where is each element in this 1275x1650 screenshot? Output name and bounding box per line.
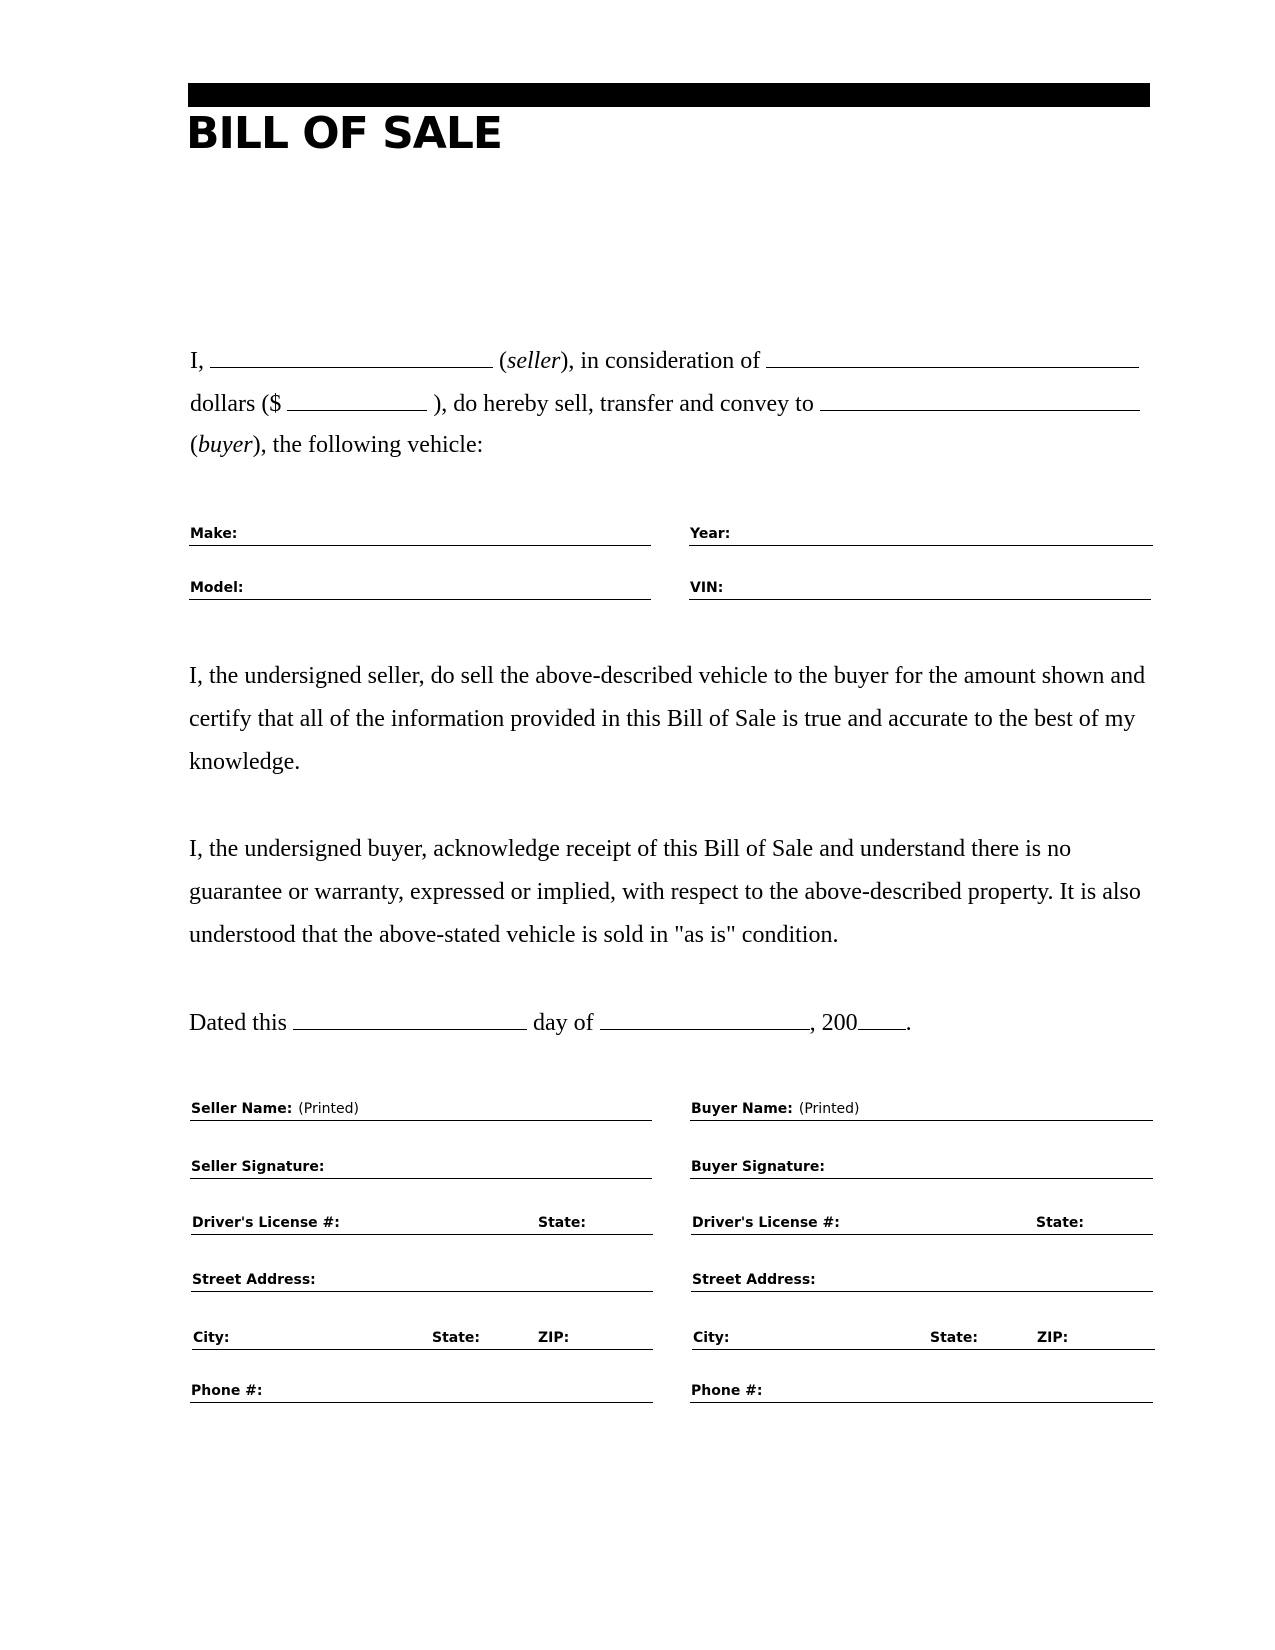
year-label: Year: bbox=[690, 526, 731, 542]
dated-text: Dated this bbox=[189, 1010, 287, 1036]
buyer-city-label: City: bbox=[693, 1330, 730, 1346]
amount-number-blank[interactable] bbox=[287, 388, 427, 411]
buyer-signature-label: Buyer Signature: bbox=[691, 1159, 826, 1175]
make-field[interactable] bbox=[189, 521, 651, 546]
year-field[interactable] bbox=[689, 521, 1153, 546]
buyer-street-label: Street Address: bbox=[692, 1272, 816, 1288]
dated-text: day of bbox=[532, 1010, 594, 1036]
buyer-license-state-label: State: bbox=[1036, 1215, 1085, 1231]
buyer-zip-label: ZIP: bbox=[1037, 1330, 1069, 1346]
buyer-city-state-label: State: bbox=[930, 1330, 979, 1346]
seller-license-state-label: State: bbox=[538, 1215, 587, 1231]
seller-name-blank[interactable] bbox=[210, 345, 493, 368]
intro-line-2 bbox=[190, 388, 1140, 418]
seller-city-field[interactable] bbox=[192, 1325, 653, 1350]
buyer-statement: I, the undersigned buyer, acknowledge receipt of this Bill of Sale and understand there is no guarantee or warranty, expressed or implied, with respect to the above-described property. It is also understood that the above-stated vehicle is sold in "as is" condition. bbox=[189, 836, 1141, 948]
dated-text: . bbox=[905, 1010, 912, 1036]
seller-term: seller bbox=[507, 348, 561, 374]
amount-words-blank[interactable] bbox=[766, 345, 1139, 368]
year-blank[interactable] bbox=[858, 1007, 906, 1030]
intro-text: dollars ($ bbox=[190, 391, 282, 417]
seller-street-field[interactable] bbox=[191, 1267, 653, 1292]
vin-field[interactable] bbox=[689, 575, 1151, 600]
intro-text: (buyer), the following vehicle: bbox=[190, 432, 484, 458]
buyer-phone-field[interactable] bbox=[690, 1378, 1153, 1403]
dated-text: , 200 bbox=[809, 1010, 858, 1036]
buyer-license-label: Driver's License #: bbox=[692, 1215, 840, 1231]
intro-line-3 bbox=[190, 432, 483, 459]
buyer-street-field[interactable] bbox=[691, 1267, 1153, 1292]
title-bar bbox=[188, 83, 1150, 107]
intro-line-1 bbox=[190, 345, 1139, 375]
intro-text: ), the following vehicle: bbox=[252, 432, 484, 458]
model-field[interactable] bbox=[189, 575, 651, 600]
document-title: BILL OF SALE bbox=[186, 108, 502, 159]
seller-city-state-label: State: bbox=[432, 1330, 481, 1346]
seller-license-field[interactable] bbox=[191, 1210, 653, 1235]
intro-text: I, bbox=[190, 348, 204, 374]
seller-phone-label: Phone #: bbox=[191, 1383, 263, 1399]
buyer-signature-field[interactable] bbox=[690, 1154, 1153, 1179]
intro-text: ), do hereby sell, transfer and convey to bbox=[433, 391, 814, 417]
seller-name-text: Seller Name: bbox=[191, 1101, 293, 1117]
seller-name-label bbox=[191, 1101, 359, 1117]
intro-text: ), in consideration of bbox=[560, 348, 761, 374]
seller-statement: I, the undersigned seller, do sell the above-described vehicle to the buyer for the amount shown and certify that all of the information provided in this Bill of Sale is true and accurate to the best of my knowledge. bbox=[189, 663, 1146, 775]
seller-signature-label: Seller Signature: bbox=[191, 1159, 325, 1175]
seller-name-field[interactable] bbox=[190, 1096, 652, 1121]
seller-phone-field[interactable] bbox=[190, 1378, 653, 1403]
seller-printed-note: (Printed) bbox=[298, 1101, 359, 1117]
buyer-name-label bbox=[691, 1101, 860, 1117]
seller-street-label: Street Address: bbox=[192, 1272, 316, 1288]
buyer-city-field[interactable] bbox=[692, 1325, 1155, 1350]
buyer-printed-note: (Printed) bbox=[798, 1101, 860, 1117]
buyer-phone-label: Phone #: bbox=[691, 1383, 763, 1399]
intro-text: (seller), in consideration of bbox=[499, 348, 761, 374]
buyer-name-field[interactable] bbox=[690, 1096, 1153, 1121]
day-blank[interactable] bbox=[293, 1007, 527, 1030]
seller-zip-label: ZIP: bbox=[538, 1330, 570, 1346]
seller-license-label: Driver's License #: bbox=[192, 1215, 340, 1231]
seller-signature-field[interactable] bbox=[190, 1154, 652, 1179]
make-label: Make: bbox=[190, 526, 238, 542]
buyer-name-blank[interactable] bbox=[820, 388, 1140, 411]
buyer-name-text: Buyer Name: bbox=[691, 1101, 793, 1117]
model-label: Model: bbox=[190, 580, 244, 596]
buyer-license-field[interactable] bbox=[691, 1210, 1153, 1235]
dated-line bbox=[189, 1007, 912, 1037]
month-blank[interactable] bbox=[600, 1007, 810, 1030]
buyer-term: buyer bbox=[198, 432, 253, 458]
vin-label: VIN: bbox=[690, 580, 724, 596]
seller-city-label: City: bbox=[193, 1330, 230, 1346]
